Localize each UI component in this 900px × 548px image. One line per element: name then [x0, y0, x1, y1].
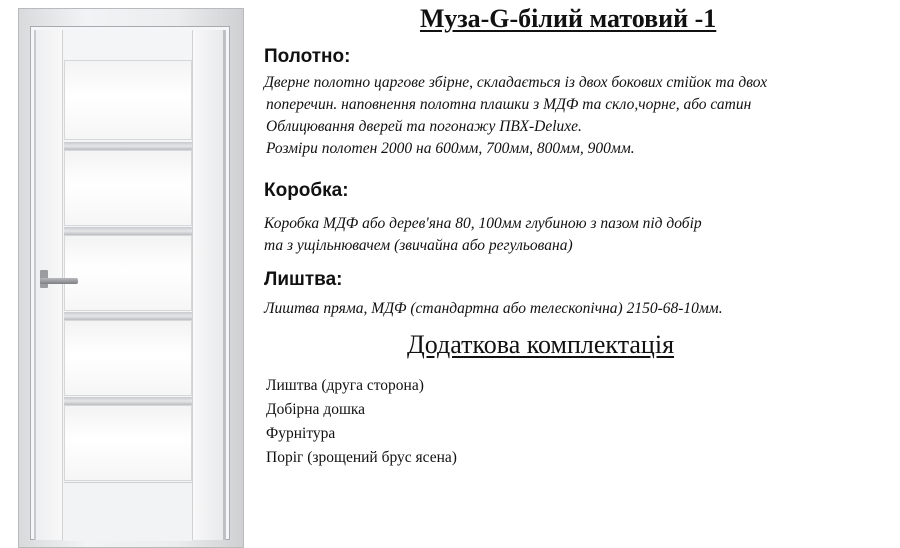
section-heading-korobka: Коробка: — [264, 180, 349, 201]
door-rail — [64, 312, 192, 320]
door-rail — [64, 227, 192, 235]
section-text-lyshtva — [264, 298, 723, 320]
door-image — [0, 0, 248, 540]
list-item: Лиштва (друга сторона) — [266, 377, 424, 394]
door-glass-panel — [64, 150, 192, 226]
text-line: поперечин. наповнення полотна плашки з МДФ та скло,чорне, або сатин — [266, 96, 752, 113]
section-heading-polotno: Полотно: — [264, 46, 351, 67]
text-line: Коробка МДФ або дерев'яна 80, 100мм глубиною з пазом під добір — [264, 215, 702, 232]
section-heading-lyshtva: Лиштва: — [264, 269, 343, 290]
text-line: Облицювання дверей та погонажу ПВХ-Deluxe. — [266, 118, 582, 135]
text-line: Дверне полотно царгове збірне, складається із двох бокових стійок та двох — [264, 74, 768, 91]
extras-list — [266, 374, 457, 470]
extras-heading: Додаткова комплектація — [407, 330, 675, 359]
door-glass-panel — [64, 60, 192, 140]
door-rail — [64, 397, 192, 405]
list-item: Фурнітура — [266, 425, 336, 442]
page-title: Муза-G-білий матовий -1 — [420, 4, 717, 33]
section-text-korobka — [264, 213, 702, 257]
text-line: та з ущільнювачем (звичайна або регульована) — [264, 237, 573, 254]
door-handle-icon — [40, 278, 78, 284]
door-stile-right — [192, 30, 223, 540]
door-rail — [64, 142, 192, 150]
list-item: Поріг (зрощений брус ясена) — [266, 449, 457, 466]
text-line: Розміри полотен 2000 на 600мм, 700мм, 800мм, 900мм. — [266, 140, 635, 157]
section-text-polotno — [264, 72, 767, 160]
door-glass-panel — [64, 235, 192, 311]
door-glass-panel — [64, 320, 192, 396]
text-line: Лиштва пряма, МДФ (стандартна або телескопічна) 2150-68-10мм. — [264, 300, 723, 317]
door-glass-panel — [64, 405, 192, 481]
door-bottom-rail — [64, 482, 192, 541]
list-item: Добірна дошка — [266, 401, 366, 418]
